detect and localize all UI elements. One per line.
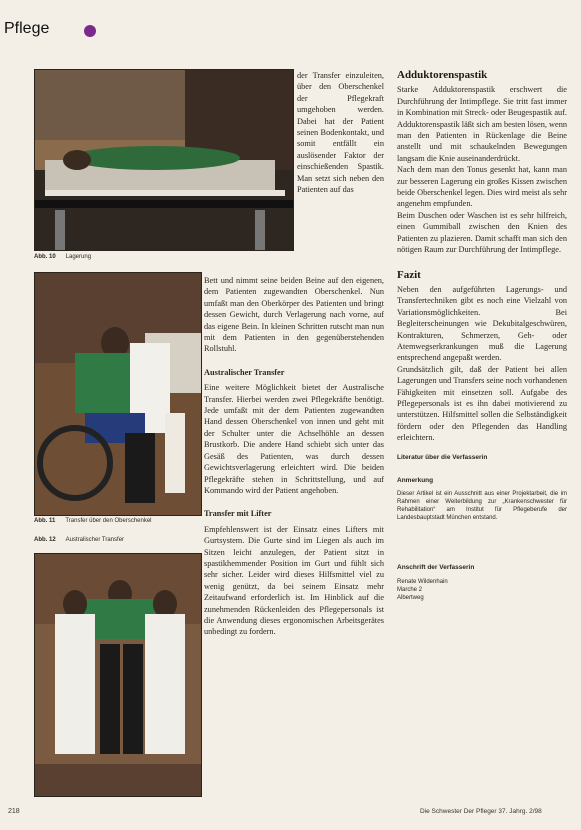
heading-lifter: Transfer mit Lifter bbox=[204, 509, 272, 519]
photo-lagerung bbox=[34, 69, 294, 251]
anschrift-line-1: Renate Wildenhain bbox=[397, 578, 448, 585]
caption-abb12 bbox=[34, 537, 124, 543]
caption-abb10 bbox=[34, 254, 91, 260]
paragraph-fazit-1: Neben den aufgeführten Lagerungs- und Transfertechniken gibt es noch eine Vielzahl von Variationsmöglichkeiten. Bei Begleiterscheinungen wie Dekubitalgeschwüren, Kontrakturen, Schmerzen, Geh- oder Atemwegserkrankungen muß die Lagerung entsprechend angepaßt werden. bbox=[397, 284, 567, 363]
heading-fazit: Fazit bbox=[397, 268, 421, 281]
paragraph-adduktoren-2: Nach dem man den Tonus gesenkt hat, kann man zur besseren Lagerung ein großes Kissen zwischen beide Oberschenkel legen. Dies wird meist als sehr angenehm empfunden. bbox=[397, 165, 567, 209]
caption-abb11 bbox=[34, 518, 152, 524]
article-column-right bbox=[397, 70, 567, 602]
caption-number: Abb. 12 bbox=[34, 537, 56, 543]
anschrift-line-3: Albertweg bbox=[397, 594, 424, 601]
caption-number: Abb. 10 bbox=[34, 254, 56, 260]
article-column-middle bbox=[204, 275, 384, 638]
section-title: Pflege bbox=[4, 20, 50, 37]
journal-footer: Die Schwester Der Pfleger 37. Jahrg. 2/98 bbox=[420, 808, 542, 815]
caption-text: Australischer Transfer bbox=[65, 537, 125, 543]
anschrift-line-2: Marche 2 bbox=[397, 586, 423, 593]
heading-anschrift: Anschrift der Verfasserin bbox=[397, 564, 475, 572]
caption-number: Abb. 11 bbox=[34, 518, 56, 524]
paragraph-anmerkung: Dieser Artikel ist ein Ausschnitt aus einer Projektarbeit, die im Rahmen einer Weiterbildung zur „Krankenschwester für Rehabilitation“ am Institut für Pflegeberufe der Landesbauptstadt München entstand. bbox=[397, 491, 567, 522]
page-number: 218 bbox=[8, 808, 20, 815]
caption-text: Transfer über den Oberschenkel bbox=[65, 518, 152, 524]
paragraph-fazit-2: Grundsätzlich gilt, daß der Patient bei allen Lagerungen und Transfers seine noch vorhandenen Fähigkeiten mit einsetzen soll. Aufgabe des Pflegepersonals ist es ihn dabei motivierend zu unterstützen. Hilfsmittel sollen die Selbständigkeit fördern oder den Pflegenden das Handling erleichtern. bbox=[397, 364, 567, 443]
paragraph-intro-top: der Transfer einzuleiten, über den Oberschenkel der Pflegekraft umgehoben werden. Dabei hat der Patient seinen Bodenkontakt, und somit entfällt ein auslösender Faktor der einschießenden Spastik. Man setzt sich neben den Patienten auf das bbox=[297, 71, 384, 195]
photo-australischer-transfer bbox=[34, 553, 202, 797]
paragraph-intro-bottom: Bett und nimmt seine beiden Beine auf den eigenen, dem Patienten zugewandten Oberschenkel. Nun umfaßt man den Oberkörper des Patienten und bringt dessen Gewicht, durch Verlagerung nach vorne, auf das eigene Bein. In kleinen Schritten rutscht man nun mit dem Patienten in den gegenüberstehenden Rollstuhl. bbox=[204, 276, 384, 354]
paragraph-lifter: Empfehlenswert ist der Einsatz eines Lifters mit Gurtsystem. Die Gurte sind im Liegen als auch im Sitzen leicht anzulegen, der Patient sitzt in spastikhemmender Position im Gurt und fühlt sich sehr sicher. Leider wird dieses Hilfsmittel viel zu wenig genützt, da bei seinem Einsatz mehr Zeitaufwand erforderlich ist. Im Hinblick auf die zunehmenden Rückenleiden des Pflegepersonals ist die Anwendung dieses ergonomischen Arbeitsgerätes unbedingt zu fordern. bbox=[204, 524, 384, 637]
paragraph-adduktoren-1: Starke Adduktorenspastik erschwert die Durchführung der Intimpflege. Sie tritt fast immer in Kombination mit Streck- oder Beugespastik auf. Adduktorenspastik läßt sich am besten lösen, wenn man den Patienten in Rückenlage die Beine anstellt und mit schaukelnden Bewegungen langsam die Knie auseinanderdrückt. bbox=[397, 85, 567, 163]
caption-text: Lagerung bbox=[65, 254, 92, 260]
paragraph-australisch: Eine weitere Möglichkeit bietet der Australische Transfer. Hierbei werden zwei Pflegekräfte benötigt. Jede umfaßt mit der dem Patienten zugewandten Hand dessen Oberschenkel von innen und geht mit der Schulter unter die Achselhöhle an dessen Brustkorb. Die andere Hand schiebt sich unter das Gesäß des Patienten, was durch dessen Gewichtsverlagerung erleichtert wird. Die beiden Pflegekräfte stehen in Schrittstellung, und auf Kommando wird der Patient angehoben. bbox=[204, 383, 384, 495]
article-text-intro-wrap bbox=[297, 70, 384, 195]
section-dot-icon bbox=[84, 25, 96, 37]
paragraph-adduktoren-3: Beim Duschen oder Waschen ist es sehr hilfreich, einen Gummiball zwischen den Knien des Patienten zu plazieren. Damit schafft man sich den nötigen Raum zur Durchführung der Intimpflege. bbox=[397, 210, 567, 255]
heading-anmerkung: Anmerkung bbox=[397, 477, 434, 484]
literatur-note: Literatur über die Verfasserin bbox=[397, 453, 488, 461]
photo-transfer-oberschenkel bbox=[34, 272, 202, 516]
heading-australisch: Australischer Transfer bbox=[204, 367, 285, 377]
heading-adduktoren: Adduktorenspastik bbox=[397, 69, 488, 81]
